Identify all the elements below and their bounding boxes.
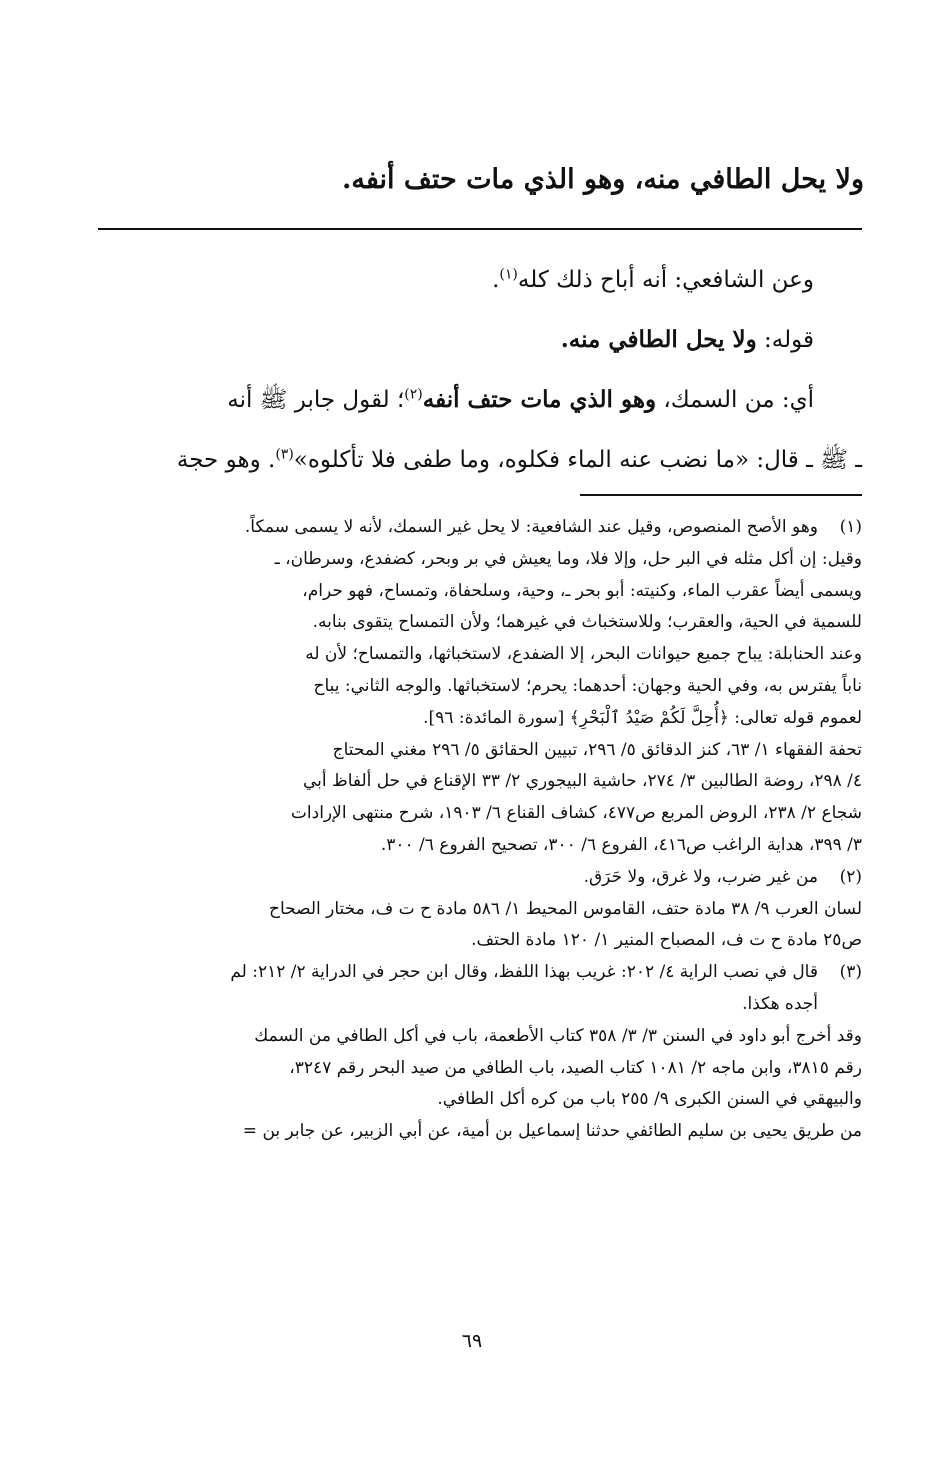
footnote-line: قال في نصب الراية ٤/ ٢٠٢: غريب بهذا اللفظ، وقال ابن حجر في الدراية ٢/ ٢١٢: لم [230,962,818,983]
footnote-line: لسان العرب ٩/ ٣٨ مادة حتف، القاموس المحيط ١/ ٥٨٦ مادة ح ت ف، مختار الصحاح [268,898,862,919]
footnote-divider [580,494,862,496]
footnote-line: ناباً يفترس به، وفي الحية وجهان: أحدهما: يحرم؛ لاستخباثها. والوجه الثاني: يباح [313,675,862,696]
commentary-paragraph [92,430,862,490]
commentary-text: . وهو حجة [176,447,276,473]
footnote-line: شجاع ٢/ ٢٣٨، الروض المربع ص٤٧٧، كشاف القناع ٦/ ١٩٠٣، شرح منتهى الإرادات [290,803,862,824]
commentary-text: أي: من السمك، [656,387,814,413]
matn-heading: ولا يحل الطافي منه، وهو الذي مات حتف أنفه. [341,164,864,195]
footnote-line: أجده هكذا. [742,993,818,1014]
quoted-matn: وهو الذي مات حتف أنفه [422,386,657,413]
footnote-ref: (٢) [404,386,423,403]
footnote-line: للسمية في الحية، والعقرب؛ وللاستخباث في غيرهما؛ ولأن التمساح يتقوى بنابه. [312,612,862,633]
footnote-line: لعموم قوله تعالى: ﴿أُحِلَّ لَكُمْ صَيْدُ ٱلْبَحْرِ﴾ [سورة المائدة: ٩٦]. [423,707,862,728]
commentary-text: ؛ لقول جابر ﷺ أنه [227,387,405,413]
commentary-text: ـ ﷺ ـ قال: «ما نضب عنه الماء فكلوه، وما طفى فلا تأكلوه» [293,447,862,473]
commentary-body [92,250,862,490]
footnote-line: ٤/ ٢٩٨، روضة الطالبين ٣/ ٢٧٤، حاشية البيجوري ٢/ ٣٣ الإقناع في حل ألفاظ أبي [302,771,862,792]
header-divider [98,228,862,230]
page-number: ٦٩ [461,1330,483,1352]
footnote-line: ٣/ ٣٩٩، هداية الراغب ص٤١٦، الفروع ٦/ ٣٠٠، تصحيح الفروع ٦/ ٣٠٠. [380,834,862,855]
footnote-ref: (٣) [275,446,294,463]
quoted-matn: ولا يحل الطافي منه. [560,326,757,353]
footnote-line: وقيل: إن أكل مثله في البر حل، وإلا فلا، وما يعيش في بر وبحر، كضفدع، وسرطان، ـ [274,548,862,569]
footnote-2 [96,862,862,894]
commentary-text: . [492,267,500,293]
footnote-line: وعند الحنابلة: يباح جميع حيوانات البحر، إلا الضفدع، لاستخباثها، والتمساح؛ لأن له [305,644,862,665]
footnote-3 [96,957,862,989]
footnote-line: وهو الأصح المنصوص، وقيل عند الشافعية: لا يحل غير السمك، لأنه لا يسمى سمكاً. [244,517,818,537]
footnote-line: رقم ٣٨١٥، وابن ماجه ٢/ ١٠٨١ كتاب الصيد، باب الطافي من صيد البحر رقم ٣٢٤٧، [289,1057,862,1078]
footnote-line: والبيهقي في السنن الكبرى ٩/ ٢٥٥ باب من كره أكل الطافي. [437,1089,862,1110]
footnote-ref: (١) [499,266,518,283]
footnote-line: من طريق يحيى بن سليم الطائفي حدثنا إسماعيل بن أمية، عن أبي الزبير، عن جابر بن = [242,1121,862,1142]
footnote-line: وقد أخرج أبو داود في السنن ٣/ ٣/ ٣٥٨ كتاب الأطعمة، باب في أكل الطافي من السمك [254,1025,862,1046]
commentary-text: قوله: [756,327,814,353]
commentary-text: وعن الشافعي: أنه أباح ذلك كله [517,267,814,293]
commentary-paragraph [92,250,862,310]
footnote-line: من غير ضرب، ولا غرق، ولا حَرَق. [583,866,818,887]
footnote-number: (١) [839,517,862,537]
footnote-line: تحفة الفقهاء ١/ ٦٣، كنز الدقائق ٥/ ٢٩٦، تبيين الحقائق ٥/ ٢٩٦ مغني المحتاج [332,739,862,760]
footnote-line: ويسمى أيضاً عقرب الماء، وكنيته: أبو بحر ـ، وحية، وسلحفاة، وتمساح، فهو حرام، [302,580,862,601]
footnote-number: (٢) [839,866,862,887]
footnote-line: ص٢٥ مادة ح ت ف، المصباح المنير ١/ ١٢٠ مادة الحتف. [471,930,862,951]
commentary-paragraph [92,370,862,430]
footnote-1 [96,512,862,544]
footnotes [96,512,862,1148]
footnote-number: (٣) [839,962,862,983]
commentary-paragraph [92,310,862,370]
